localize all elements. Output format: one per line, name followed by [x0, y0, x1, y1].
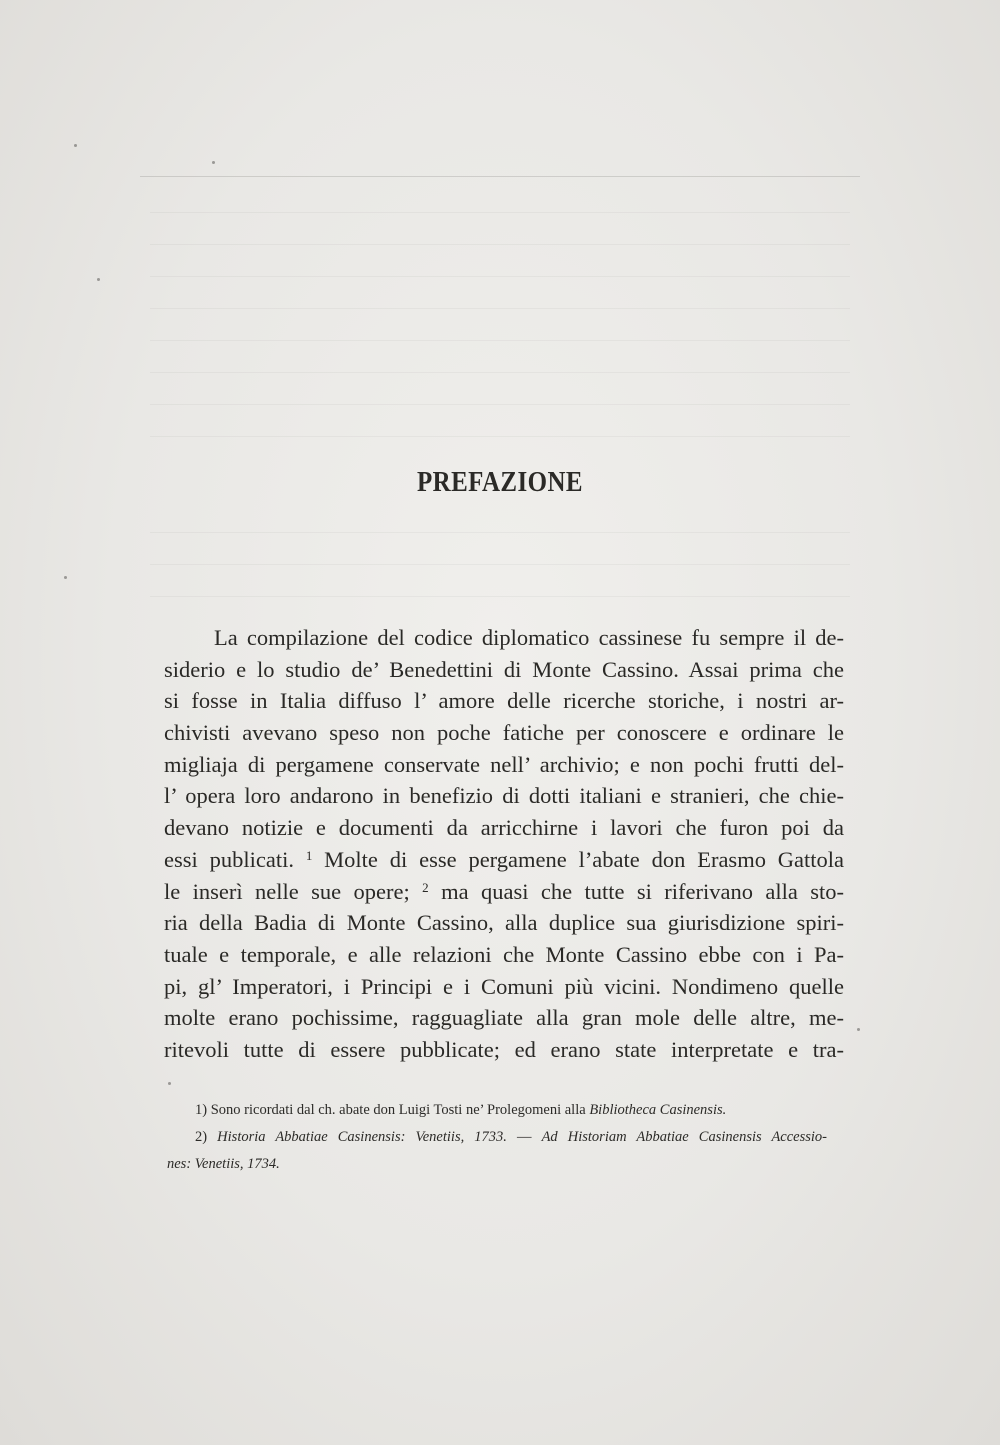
footnote-title: Ad Historiam Abbatiae Casinensis Accessio- — [541, 1129, 828, 1145]
footnote-2 — [167, 1124, 827, 1151]
body-line: si fosse in Italia diffuso l’ amore delle ricerche storiche, i nostri ar- — [164, 688, 844, 714]
body-line-part: ma quasi che tutte si riferivano alla sto- — [441, 878, 845, 904]
footnote-text: Sono ricordati dal ch. abate don Luigi Tosti ne’ Prolegomeni alla — [210, 1102, 586, 1118]
body-line: pi, gl’ Imperatori, i Principi e i Comuni più vicini. Nondimeno quelle — [164, 973, 844, 999]
speck — [857, 1028, 860, 1031]
footnotes — [167, 1097, 827, 1178]
speck — [97, 278, 100, 281]
footnote-title: Bibliotheca Casinensis. — [589, 1102, 727, 1118]
body-line: ria della Badia di Monte Cassino, alla duplice sua giurisdizione spiri- — [164, 910, 844, 936]
footnote-title: Historia Abbatiae Casinensis: — [217, 1129, 406, 1145]
body-line: tuale e temporale, e alle relazioni che Monte Cassino ebbe con i Pa- — [164, 941, 844, 967]
footnote-1 — [167, 1097, 827, 1124]
top-rule — [140, 176, 860, 177]
speck — [168, 1082, 171, 1085]
body-line: molte erano pochissime, ragguagliate alla gran mole delle altre, me- — [164, 1005, 844, 1031]
body-line-part: Molte di esse pergamene l’abate don Erasmo Gattola — [324, 846, 845, 872]
footnote-marker: 1) — [195, 1102, 208, 1118]
body-line-with-footnote — [164, 876, 844, 908]
body-line: ritevoli tutte di essere pubblicate; ed erano state interpretate e tra- — [164, 1036, 844, 1062]
body-line: l’ opera loro andarono in benefizio di dotti italiani e stranieri, che chie- — [164, 783, 844, 809]
footnote-ref: 2 — [422, 879, 429, 895]
footnote-dash: — — [517, 1129, 532, 1145]
body-line: devano notizie e documenti da arricchirne i lavori che furon poi da — [164, 815, 844, 841]
footnote-marker: 2) — [195, 1129, 208, 1145]
footnote-place: Venetiis, 1734. — [194, 1156, 280, 1172]
speck — [74, 144, 77, 147]
body-text — [164, 622, 844, 1066]
footnote-title: nes: — [167, 1156, 192, 1172]
body-line-with-footnote — [164, 844, 844, 876]
footnote-2-continued — [167, 1151, 827, 1178]
body-line: migliaja di pergamene conservate nell’ archivio; e non pochi frutti del- — [164, 751, 844, 777]
speck — [212, 161, 215, 164]
page-heading: PREFAZIONE — [417, 466, 583, 498]
footnote-place: Venetiis, 1733. — [415, 1129, 507, 1145]
speck — [64, 576, 67, 579]
body-line: La compilazione del codice diplomatico cassinese fu sempre il de- — [214, 625, 844, 650]
body-line: chivisti avevano speso non poche fatiche per conoscere e ordinare le — [164, 720, 844, 746]
body-line-part: essi publicati. — [164, 846, 294, 872]
body-line: siderio e lo studio de’ Benedettini di Monte Cassino. Assai prima che — [164, 656, 844, 682]
body-line-part: le inserì nelle sue opere; — [164, 878, 410, 904]
footnote-ref: 1 — [305, 847, 313, 863]
